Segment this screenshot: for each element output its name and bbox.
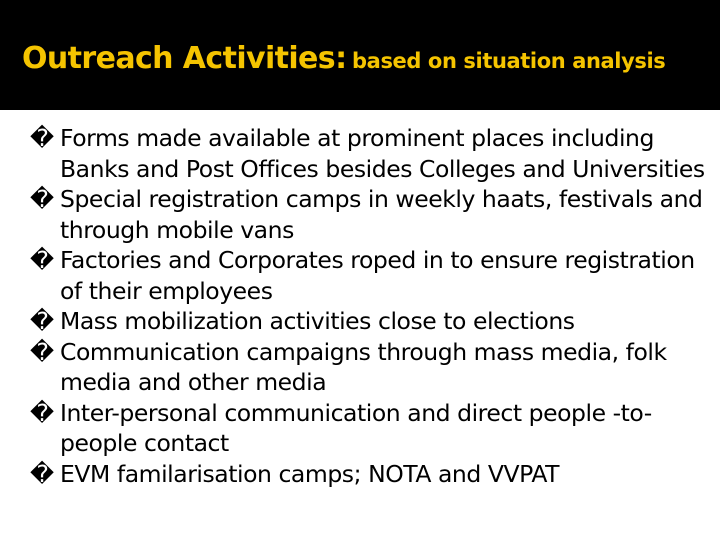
bullet-marker-icon: � <box>30 124 54 152</box>
slide-title <box>22 41 666 76</box>
bullet-item <box>30 184 715 245</box>
slide-title-main: Outreach Activities: <box>22 41 347 76</box>
bullet-text: Inter-personal communication and direct people -to-people contact <box>60 398 652 457</box>
bullet-text: Factories and Corporates roped in to ensure registration of their employees <box>60 246 695 305</box>
bullet-text: Communication campaigns through mass media, folk media and other media <box>60 337 667 396</box>
bullet-item <box>30 337 715 398</box>
title-bar <box>0 0 720 110</box>
bullet-text: Mass mobilization activities close to elections <box>60 307 575 335</box>
bullet-item <box>30 123 715 184</box>
bullet-item <box>30 245 715 306</box>
bullet-list <box>30 123 715 489</box>
slide-title-subtitle: based on situation analysis <box>352 49 666 73</box>
bullet-text: Forms made available at prominent places including Banks and Post Offices besides Colleges and Universities <box>60 124 705 183</box>
bullet-item <box>30 306 715 337</box>
bullet-marker-icon: � <box>30 307 54 335</box>
bullet-text: EVM familarisation camps; NOTA and VVPAT <box>60 459 560 488</box>
bullet-item <box>30 398 715 459</box>
bullet-text: Special registration camps in weekly haats, festivals and through mobile vans <box>60 185 703 244</box>
bullet-marker-icon: � <box>30 398 54 427</box>
bullet-marker-icon: � <box>30 185 54 213</box>
bullet-item <box>30 459 715 490</box>
bullet-marker-icon: � <box>30 459 54 488</box>
bullet-marker-icon: � <box>30 337 54 366</box>
bullet-marker-icon: � <box>30 246 54 274</box>
